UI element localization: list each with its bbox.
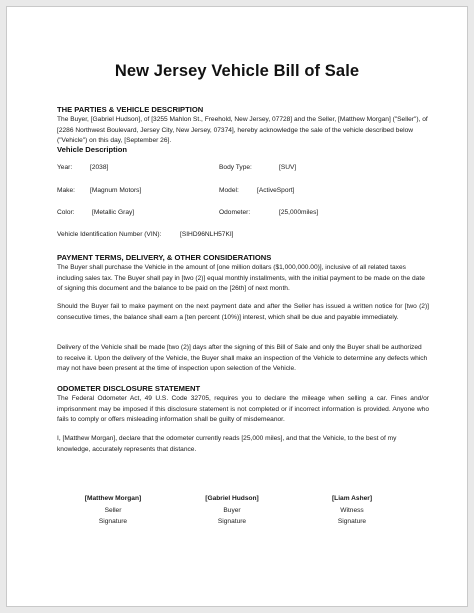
body-type-label: Body Type: <box>219 164 252 171</box>
make-label: Make: <box>57 187 75 194</box>
body-type-value: [SUV] <box>279 164 297 171</box>
payment-terms-heading: PAYMENT TERMS, DELIVERY, & OTHER CONSIDERATIONS <box>57 253 272 262</box>
odometer-label: Odometer: <box>219 209 251 216</box>
year-label: Year: <box>57 164 73 171</box>
buyer-name: [Gabriel Hudson] <box>205 495 259 502</box>
make-value: [Magnum Motors] <box>90 187 142 194</box>
odometer-value: [25,000miles] <box>279 209 319 216</box>
seller-signature-block <box>58 493 168 528</box>
parties-heading: THE PARTIES & VEHICLE DESCRIPTION <box>57 105 204 114</box>
witness-signature-block <box>297 493 407 528</box>
seller-role: Seller <box>104 506 122 514</box>
odometer-paragraph-2: I, [Matthew Morgan], declare that the odometer currently reads [25,000 miles], and that the Vehicle, to the best of my knowledge, accurately represents that distance. <box>57 435 397 453</box>
parties-paragraph: The Buyer, [Gabriel Hudson], of [3255 Mahlon St., Freehold, New Jersey, 07728] and the Seller, [Matthew Morgan] ("Seller"), of [2286 Northwest Boulevard, Jersey City, New Jersey, 07374], hereby acknowledge the sale of the vehicle described below ("Vehicle") on this day, [September 26]. <box>57 116 428 145</box>
document-page <box>6 6 468 607</box>
document-title: New Jersey Vehicle Bill of Sale <box>114 62 360 80</box>
model-value: [ActiveSport] <box>257 187 295 194</box>
vin-value: [SIHD96NLH57KI] <box>180 231 234 238</box>
odometer-heading: ODOMETER DISCLOSURE STATEMENT <box>57 384 201 393</box>
witness-signature-label: Signature <box>337 518 367 525</box>
payment-paragraph-3: Delivery of the Vehicle shall be made [two (2)] days after the signing of this Bill of Sale and only the Buyer shall be authorized to receive it. Upon the delivery of the Vehicle, the Buyer shall make an inspection of the Vehicle to determine any defects which may not have been present at the time of inspection upon selection of the Vehicle. <box>57 344 428 373</box>
seller-signature-label: Signature <box>98 518 128 525</box>
payment-paragraph-1: The Buyer shall purchase the Vehicle in the amount of [one million dollars ($1,000,000.00)], inclusive of all related taxes including sales tax. The Buyer shall pay in [two (2)] equal monthly installments, with the initial payment to be made on the date of signing this document and the balance to be paid on the [26th] of next month. <box>57 264 425 293</box>
color-value: [Metallic Gray] <box>92 209 135 216</box>
color-label: Color: <box>57 209 75 216</box>
buyer-signature-label: Signature <box>217 518 247 525</box>
seller-name: [Matthew Morgan] <box>84 495 142 502</box>
buyer-signature-block <box>177 493 287 528</box>
model-label: Model: <box>219 187 239 194</box>
payment-paragraph-2: Should the Buyer fail to make payment on the next payment date and after the Seller has issued a written notice for [two (2)] consecutive times, the balance shall earn a [ten percent (10%)] interest, which shall be due and payable immediately. <box>57 303 429 321</box>
witness-name: [Liam Asher] <box>331 495 373 502</box>
vin-label: Vehicle Identification Number (VIN): <box>57 231 162 238</box>
vehicle-description-heading: Vehicle Description <box>57 145 128 154</box>
witness-role: Witness <box>340 506 364 514</box>
buyer-role: Buyer <box>223 506 241 514</box>
odometer-paragraph-1: The Federal Odometer Act, 49 U.S. Code 32705, requires you to declare the mileage when selling a car. Fines and/or imprisonment may be imposed if this disclosure statement is not completed or if incorrect information is provided. Anyone who fails to comply or offers misleading information shall be guilty of misdemeanor. <box>57 395 429 424</box>
year-value: [2038] <box>90 164 109 171</box>
